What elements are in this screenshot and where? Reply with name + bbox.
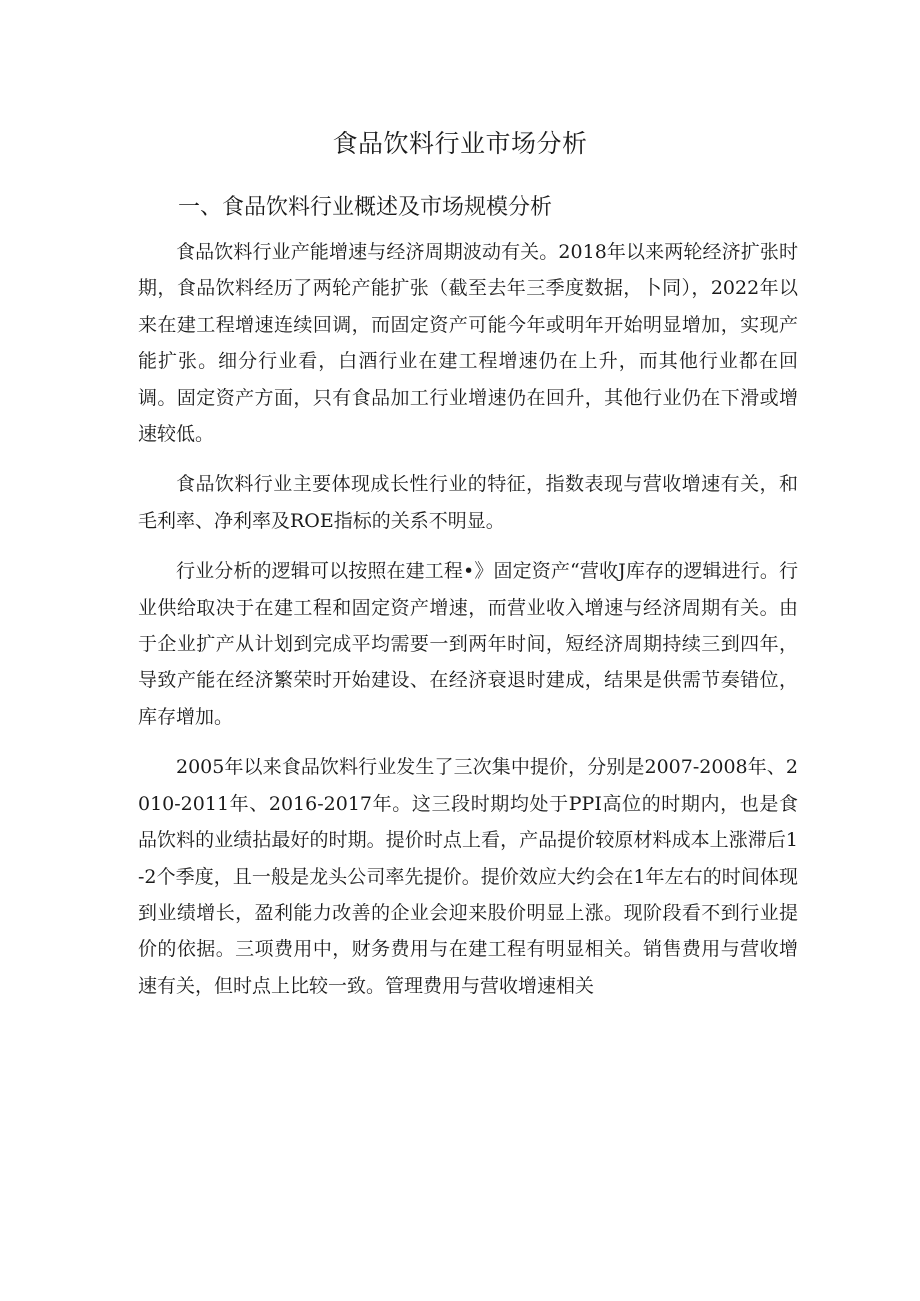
document-body — [138, 234, 798, 1018]
paragraph: 食品饮料行业主要体现成长性行业的特征，指数表现与营收增速有关，和毛利率、净利率及ROE指标的关系不明显。 — [138, 473, 798, 532]
section-heading: 一、食品饮料行业概述及市场规模分析 — [178, 195, 553, 220]
paragraph: 食品饮料行业产能增速与经济周期波动有关。2018年以来两轮经济扩张时期，食品饮料经历了两轮产能扩张（截至去年三季度数据，卜同），2022年以来在建工程增速连续回调，而固定资产可能今年或明年开始明显增加，实现产能扩张。细分行业看，白酒行业在建工程增速仍在上升，而其他行业都在回调。固定资产方面，只有食品加工行业增速仍在回升，其他行业仍在下滑或增速较低。 — [138, 241, 798, 446]
document-title: 食品饮料行业市场分析 — [332, 129, 588, 158]
paragraph: 2005年以来食品饮料行业发生了三次集中提价，分别是2007-2008年、2010-2011年、2016-2017年。这三段时期均处于PPI高位的时期内，也是食品饮料的业绩拈最好的时期。提价时点上看，产品提价较原材料成本上涨滞后1-2个季度，且一般是龙头公司率先提价。提价效应大约会在1年左右的时间体现到业绩增长，盈利能力改善的企业会迎来股价明显上涨。现阶段看不到行业提价的依据。三项费用中，财务费用与在建工程有明显相关。销售费用与营收增速有关，但时点上比较一致。管理费用与营收增速相关 — [138, 756, 798, 997]
paragraph: 行业分析的逻辑可以按照在建工程•》固定资产“营收J库存的逻辑进行。行业供给取决于在建工程和固定资产增速，而营业收入增速与经济周期有关。由于企业扩产从计划到完成平均需要一到两年时间，短经济周期持续三到四年，导致产能在经济繁荣时开始建设、在经济衰退时建成，结果是供需节奏错位，库存增加。 — [138, 560, 798, 728]
